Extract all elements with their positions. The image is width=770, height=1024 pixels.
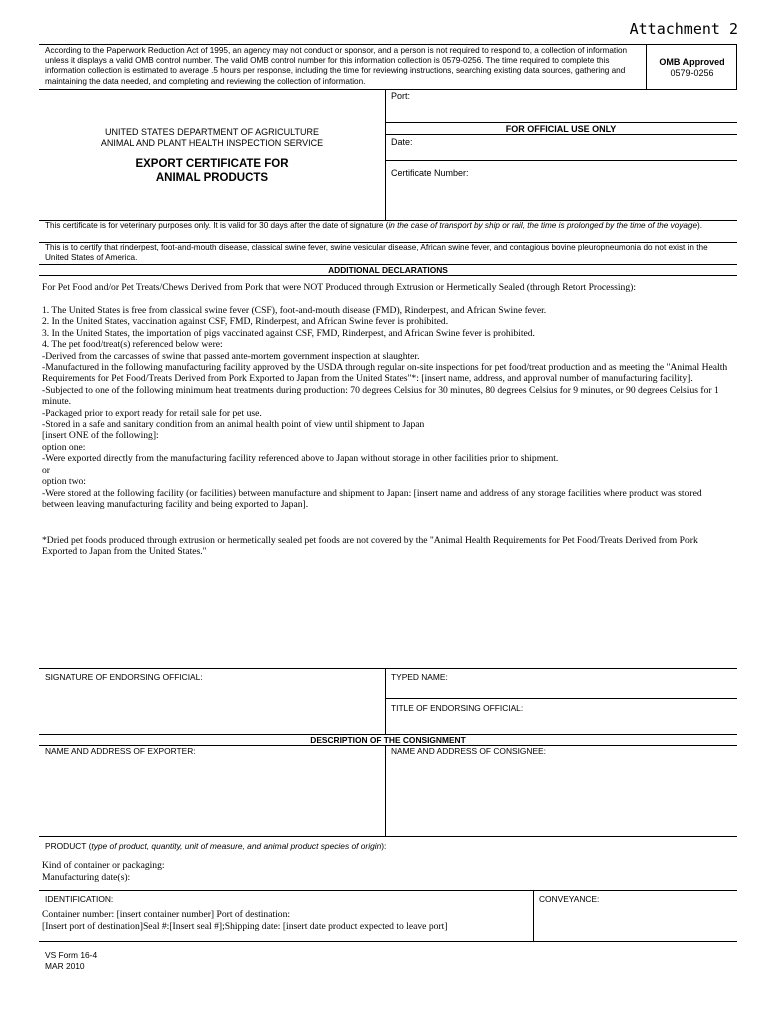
- top-border: [39, 44, 737, 45]
- validity-italic: in the case of transport by ship or rail, the time is prolonged by the time of the voyage: [388, 221, 697, 230]
- declaration-item: 4. The pet food/treat(s) referenced below were:: [42, 339, 223, 351]
- declaration-item: -Manufactured in the following manufacturing facility approved by the USDA through regular on-site inspections for pet food/treat production and as meeting the "Animal Health Requirements for Pet Food/Treats Derived from Pork Exported to Japan from the United States"*: [insert name, address, and approval number of manufacturing facility].: [42, 362, 728, 385]
- validity-end: ).: [697, 221, 703, 230]
- port-line: [385, 122, 737, 123]
- declaration-item: option two:: [42, 476, 86, 488]
- additional-declarations-heading: ADDITIONAL DECLARATIONS: [328, 265, 448, 275]
- declaration-item: -Derived from the carcasses of swine that passed ante-mortem government inspection at slaughter.: [42, 350, 420, 362]
- identification-field[interactable]: IDENTIFICATION:: [45, 894, 114, 904]
- exporter-divider: [385, 745, 386, 836]
- container-line: Container number: [insert container number] Port of destination:: [42, 909, 291, 920]
- declaration-item: 2. In the United States, vaccination against CSF, FMD, Rinderpest, and African Swine fever is prohibited.: [42, 316, 449, 328]
- declaration-item: or: [42, 464, 50, 476]
- exporter-bottom-line: [39, 836, 737, 837]
- declaration-item: -Were exported directly from the manufacturing facility referenced above to Japan without storage in other facilities prior to shipment.: [42, 453, 559, 465]
- conveyance-field[interactable]: CONVEYANCE:: [539, 894, 600, 904]
- signature-field[interactable]: SIGNATURE OF ENDORSING OFFICIAL:: [45, 672, 203, 682]
- product-label: PRODUCT (: [45, 841, 92, 851]
- form-number-block: [45, 950, 97, 971]
- certify-statement: This is to certify that rinderpest, foot-and-mouth disease, classical swine fever, swine vesicular disease, African swine fever, and contagious bovine pleuropneumonia do not exist in the United States of America.: [45, 243, 708, 263]
- footnote: *Dried pet foods produced through extrusion or hermetically sealed pet foods are not covered by the "Animal Health Requirements for Pet Food/Treats Derived from Pork Exported to Japan from the United States.": [42, 535, 698, 558]
- declarations-top-line: [39, 275, 737, 276]
- declaration-item: -Were stored at the following facility (or facilities) between manufacture and shipment to Japan: [insert name and address of any storage facilities where product was stored between leaving manufacturing facility and being exported to Japan].: [42, 487, 702, 510]
- page-title: [62, 157, 362, 185]
- declaration-item: -Subjected to one of the following minimum heat treatments during production: 70 degrees Celsius for 30 minutes, 80 degrees Celsius for 9 minutes, or 90 degrees Celsius for 1 minute.: [42, 384, 719, 408]
- header-divider: [385, 89, 386, 220]
- declaration-item: -Stored in a safe and sanitary condition from an animal health point of view until shipment to Japan: [42, 419, 425, 431]
- omb-right-border: [736, 44, 737, 90]
- omb-approved-label: OMB Approved: [659, 57, 725, 67]
- consignment-heading: DESCRIPTION OF THE CONSIGNMENT: [310, 735, 466, 745]
- port-line-text: [Insert port of destination]Seal #:[Insert seal #];Shipping date: [insert date product expected to leave port]: [42, 921, 448, 932]
- validity-statement: [45, 221, 731, 231]
- declaration-item: 1. The United States is free from classical swine fever (CSF), foot-and-mouth disease (FMD), Rinderpest, and African Swine fever.: [42, 305, 547, 316]
- consignee-field[interactable]: NAME AND ADDRESS OF CONSIGNEE:: [391, 746, 546, 756]
- typed-name-line: [385, 698, 737, 699]
- agency-line1: UNITED STATES DEPARTMENT OF AGRICULTURE: [104, 127, 320, 137]
- declaration-item: option one:: [42, 441, 86, 453]
- product-field[interactable]: [45, 841, 386, 851]
- exporter-field[interactable]: NAME AND ADDRESS OF EXPORTER:: [45, 746, 196, 756]
- validity-text: This certificate is for veterinary purposes only. It is valid for 30 days after the date of signature (: [45, 221, 389, 230]
- manufacturing-dates: Manufacturing date(s):: [42, 872, 131, 883]
- declaration-item: [insert ONE of the following]:: [42, 430, 159, 442]
- port-field[interactable]: Port:: [391, 91, 411, 101]
- form-number: VS Form 16-4: [45, 950, 98, 960]
- typed-name-field[interactable]: TYPED NAME:: [391, 672, 448, 682]
- identification-bottom-line: [39, 941, 737, 942]
- official-use-label: FOR OFFICIAL USE ONLY: [505, 124, 617, 134]
- declaration-item: -Packaged prior to export ready for retail sale for pet use.: [42, 407, 262, 419]
- declarations-intro: For Pet Food and/or Pet Treats/Chews Derived from Pork that were NOT Produced through Extrusion or Hermetically Sealed (through Retort Processing):: [42, 282, 637, 293]
- declaration-item: 3. In the United States, the importation of pigs vaccinated against CSF, FMD, Rinderpest, and African Swine fever is prohibited.: [42, 327, 535, 339]
- notice-bottom-border: [39, 89, 737, 90]
- title-official-field[interactable]: TITLE OF ENDORSING OFFICIAL:: [391, 703, 524, 713]
- certificate-number-field[interactable]: Certificate Number:: [391, 168, 469, 178]
- omb-number: 0579-0256: [670, 68, 714, 78]
- official-use-line: [385, 134, 737, 135]
- signature-top-line: [39, 668, 737, 669]
- product-italic: type of product, quantity, unit of measure, and animal product species of origin: [91, 841, 382, 851]
- date-line: [385, 160, 737, 161]
- date-field[interactable]: Date:: [391, 137, 413, 147]
- kind-container: Kind of container or packaging:: [42, 860, 165, 871]
- omb-divider: [646, 44, 647, 90]
- identification-top-line: [39, 890, 737, 891]
- attachment-label: Attachment 2: [629, 20, 738, 38]
- title-line2: ANIMAL PRODUCTS: [155, 172, 269, 184]
- product-end: ):: [381, 841, 387, 851]
- title-line1: EXPORT CERTIFICATE FOR: [135, 158, 289, 170]
- form-date: MAR 2010: [45, 960, 85, 971]
- agency-line2: ANIMAL AND PLANT HEALTH INSPECTION SERVICE: [100, 138, 324, 148]
- agency-name: [62, 127, 362, 149]
- declarations-list: [42, 305, 732, 510]
- conveyance-divider: [533, 890, 534, 941]
- paperwork-notice: According to the Paperwork Reduction Act of 1995, an agency may not conduct or sponsor, and a person is not required to respond to, a collection of information unless it displays a valid OMB control number. The valid OMB control number for this information collection is 0579-0256. The time required to complete this information collection is estimated to average .5 hours per response, including the time for reviewing instructions, searching existing data sources, gathering and maintaining the data needed, and completing and reviewing the collection of information.: [45, 46, 628, 86]
- signature-divider: [385, 668, 386, 734]
